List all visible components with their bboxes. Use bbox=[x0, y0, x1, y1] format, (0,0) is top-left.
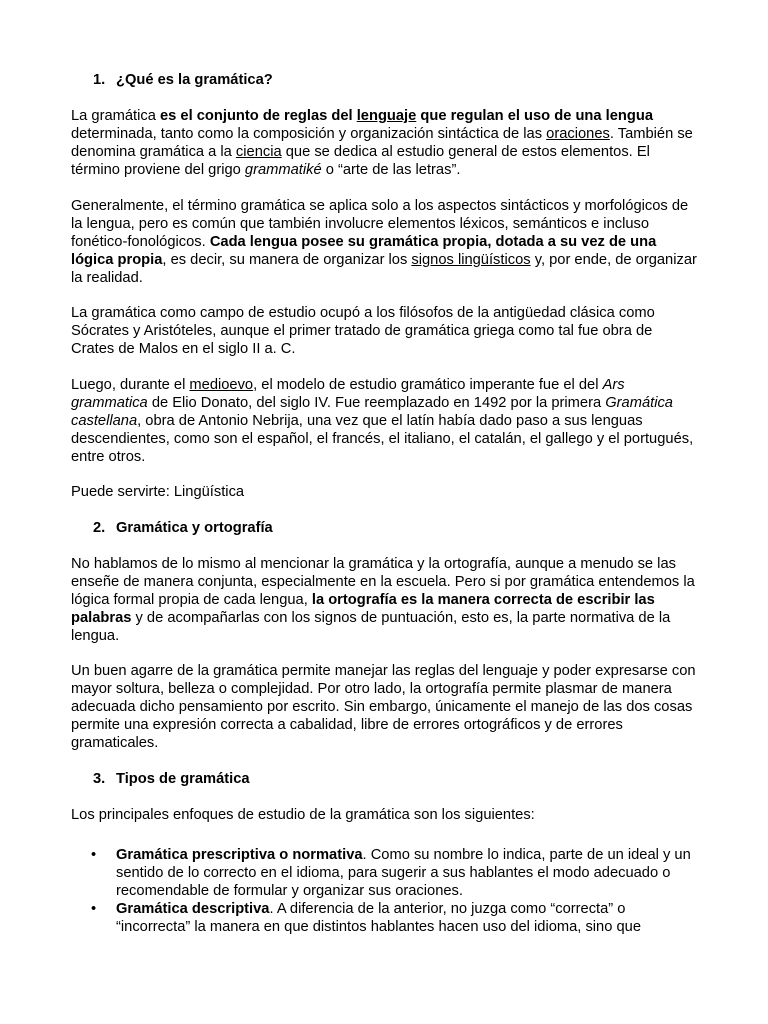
section-title: Tipos de gramática bbox=[116, 770, 250, 787]
link-signos-linguisticos[interactable]: signos lingüísticos bbox=[411, 251, 531, 268]
text-run: que se dedica al estudio general de estos elementos. El término proviene del grigo bbox=[71, 144, 650, 178]
link-medioevo[interactable]: medioevo bbox=[189, 376, 254, 393]
section-heading-3 bbox=[71, 770, 699, 788]
types-list bbox=[71, 846, 699, 936]
paragraph: Un buen agarre de la gramática permite manejar las reglas del lenguaje y poder expresarse con mayor soltura, belleza o complejidad. Por otro lado, la ortografía permite plasmar de manera adecuada dicho pensamiento por escrito. Sin embargo, únicamente el manejo de las dos cosas permite una expresión correcta a cabalidad, libre de errores ortográficos y de errores gramaticales. bbox=[71, 663, 696, 751]
text-run: y de acompañarlas con los signos de puntuación, esto es, la parte normativa de la lengua. bbox=[71, 609, 671, 644]
text-run: de Elio Donato, del siglo IV. Fue reemplazado en 1492 por la primera bbox=[147, 394, 606, 411]
text-run: , es decir, su manera de organizar los bbox=[162, 251, 412, 268]
text-run: , el modelo de estudio gramático imperante fue el del bbox=[253, 376, 603, 393]
bold-text: Gramática prescriptiva o normativa bbox=[116, 846, 363, 863]
text-run: . Como su nombre lo indica, parte de un ideal y un sentido de lo correcto en el idioma, para sugerir a sus hablantes el modo adecuado o recomendable de formular y organizar sus oraciones. bbox=[116, 846, 691, 899]
bold-text: que regulan el uso de una lengua bbox=[416, 108, 653, 124]
bold-text: Cada lengua posee su gramática propia, dotada a su vez de una lógica propia bbox=[71, 233, 657, 268]
paragraph bbox=[71, 555, 699, 645]
list-item bbox=[71, 846, 699, 900]
document-body bbox=[71, 71, 699, 936]
bullet-icon: • bbox=[91, 900, 97, 917]
section-heading-2 bbox=[71, 519, 699, 537]
section-number: 1. bbox=[93, 72, 106, 88]
bullet-icon: • bbox=[91, 846, 97, 863]
paragraph bbox=[71, 197, 699, 287]
text-run: . A diferencia de la anterior, no juzga como “correcta” o “incorrecta” la manera en que distintos hablantes hacen uso del idioma, sino que bbox=[116, 900, 641, 935]
link-oraciones[interactable]: oraciones bbox=[546, 126, 610, 142]
paragraph: Los principales enfoques de estudio de la gramática son los siguientes: bbox=[71, 806, 535, 823]
bold-text: Gramática descriptiva bbox=[116, 900, 270, 917]
paragraph: Puede servirte: Lingüística bbox=[71, 484, 245, 500]
text-run: o “arte de las letras”. bbox=[321, 162, 461, 178]
link-lenguaje[interactable]: lenguaje bbox=[356, 108, 417, 124]
paragraph: La gramática como campo de estudio ocupó a los filósofos de la antigüedad clásica como Sócrates y Aristóteles, aunque el primer tratado de gramática griega como tal fue obra de Crates de Malos en el siglo II a. C. bbox=[71, 305, 655, 357]
italic-text: Ars grammatica bbox=[71, 376, 625, 411]
section-heading-1 bbox=[71, 71, 699, 89]
section-title: ¿Qué es la gramática? bbox=[116, 72, 273, 88]
text-run: No hablamos de lo mismo al mencionar la gramática y la ortografía, aunque a menudo se las enseñe de manera conjunta, especialmente en la escuela. Pero si por gramática entendemos la lógica formal propia de cada lengua, bbox=[71, 555, 695, 608]
paragraph bbox=[71, 107, 699, 179]
text-run: y, por ende, de organizar la realidad. bbox=[71, 251, 697, 286]
list-item bbox=[71, 900, 699, 936]
italic-text: Gramática castellana bbox=[71, 394, 673, 429]
bold-text: la ortografía es la manera correcta de escribir las palabras bbox=[71, 591, 655, 626]
text-run: Luego, durante el bbox=[71, 376, 190, 393]
text-run: Generalmente, el término gramática se aplica solo a los aspectos sintácticos y morfológicos de la lengua, pero es común que también involucre elementos léxicos, semánticos e incluso fonético-fonológicos. bbox=[71, 197, 689, 250]
text-run: . También se denomina gramática a la bbox=[71, 126, 693, 160]
section-number: 3. bbox=[93, 770, 106, 787]
text-run: La gramática bbox=[71, 108, 160, 124]
section-title: Gramática y ortografía bbox=[116, 519, 273, 536]
italic-text: grammatiké bbox=[244, 162, 322, 178]
link-ciencia[interactable]: ciencia bbox=[235, 144, 282, 160]
bold-text: es el conjunto de reglas del bbox=[160, 108, 357, 124]
text-run: determinada, tanto como la composición y organización sintáctica de las bbox=[71, 126, 547, 142]
paragraph bbox=[71, 376, 699, 466]
text-run: , obra de Antonio Nebrija, una vez que el latín había dado paso a sus lenguas descendientes, como son el español, el francés, el italiano, el catalán, el gallego y el portugués, entre otros. bbox=[71, 412, 694, 465]
section-number: 2. bbox=[93, 519, 106, 536]
